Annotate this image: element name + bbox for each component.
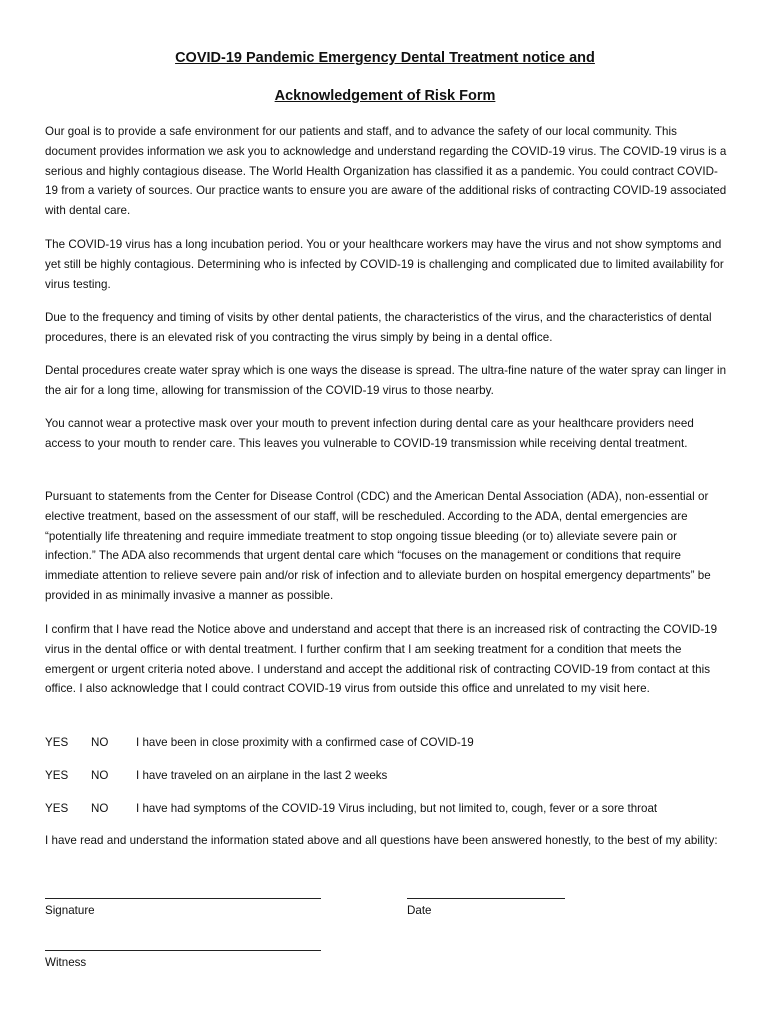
signature-label: Signature [45,904,95,917]
form-title-line1: COVID-19 Pandemic Emergency Dental Treatment notice and [175,50,595,66]
question-text: I have traveled on an airplane in the last 2 weeks [136,769,388,782]
no-option[interactable]: NO [91,736,109,749]
yes-option[interactable]: YES [45,736,69,749]
form-title-line2: Acknowledgement of Risk Form [274,88,496,104]
witness-label: Witness [45,956,87,969]
question-text: I have had symptoms of the COVID-19 Virus including, but not limited to, cough, fever or a sore throat [136,802,658,815]
no-option[interactable]: NO [91,769,109,782]
closing-statement: I have read and understand the information stated above and all questions have been answered honestly, to the best of my ability: [45,834,718,847]
paragraph-mask: You cannot wear a protective mask over your mouth to prevent infection during dental care as your healthcare providers need access to your mouth to render care. This leaves you vulnerable to COVID-19 transmission while receiving dental treatment. [45,417,694,450]
question-text: I have been in close proximity with a confirmed case of COVID-19 [136,736,474,749]
witness-line[interactable] [45,950,321,951]
paragraph-cdc-ada: Pursuant to statements from the Center for Disease Control (CDC) and the American Dental Association (ADA), non-essential or elective treatment, based on the assessment of our staff, will be rescheduled. According to the ADA, dental emergencies are “potentially life threatening and require immediate treatment to stop ongoing tissue bleeding (or to) alleviate severe pain or infection.” The ADA also recommends that urgent dental care which “focuses on the management or conditions that require immediate attention to relieve severe pain and/or risk of infection and to alleviate burden on hospital emergency departments” be provided in as minimally invasive a manner as possible. [45,490,711,602]
no-option[interactable]: NO [91,802,109,815]
paragraph-goal: Our goal is to provide a safe environment for our patients and staff, and to advance the safety of our local community. This document provides information we ask you to acknowledge and understand regarding the COVID-19 virus. The COVID-19 virus is a serious and highly contagious disease. The World Health Organization has classified it as a pandemic. You could contract COVID-19 from a variety of sources. Our practice wants to ensure you are aware of the additional risks of contracting COVID-19 associated with dental care. [45,125,727,218]
date-line[interactable] [407,898,565,899]
paragraph-water-spray: Dental procedures create water spray which is one ways the disease is spread. The ultra-fine nature of the water spray can linger in the air for a long time, allowing for transmission of the COVID-19 virus to those nearby. [45,364,727,397]
yes-option[interactable]: YES [45,802,69,815]
yes-option[interactable]: YES [45,769,69,782]
paragraph-frequency: Due to the frequency and timing of visits by other dental patients, the characteristics of the virus, and the characteristics of dental procedures, there is an elevated risk of you contracting the virus simply by being in a dental office. [45,311,712,344]
signature-line[interactable] [45,898,321,899]
date-label: Date [407,904,432,917]
paragraph-incubation: The COVID-19 virus has a long incubation period. You or your healthcare workers may have the virus and not show symptoms and yet still be highly contagious. Determining who is infected by COVID-19 is challenging and complicated due to limited availability for virus testing. [45,238,724,291]
paragraph-confirmation: I confirm that I have read the Notice above and understand and accept that there is an increased risk of contracting the COVID-19 virus in the dental office or with dental treatment. I further confirm that I am seeking treatment for a condition that meets the emergent or urgent criteria noted above. I understand and accept the additional risk of contracting COVID-19 from contact at this office. I also acknowledge that I could contract COVID-19 virus from outside this office and unrelated to my visit here. [45,623,718,696]
